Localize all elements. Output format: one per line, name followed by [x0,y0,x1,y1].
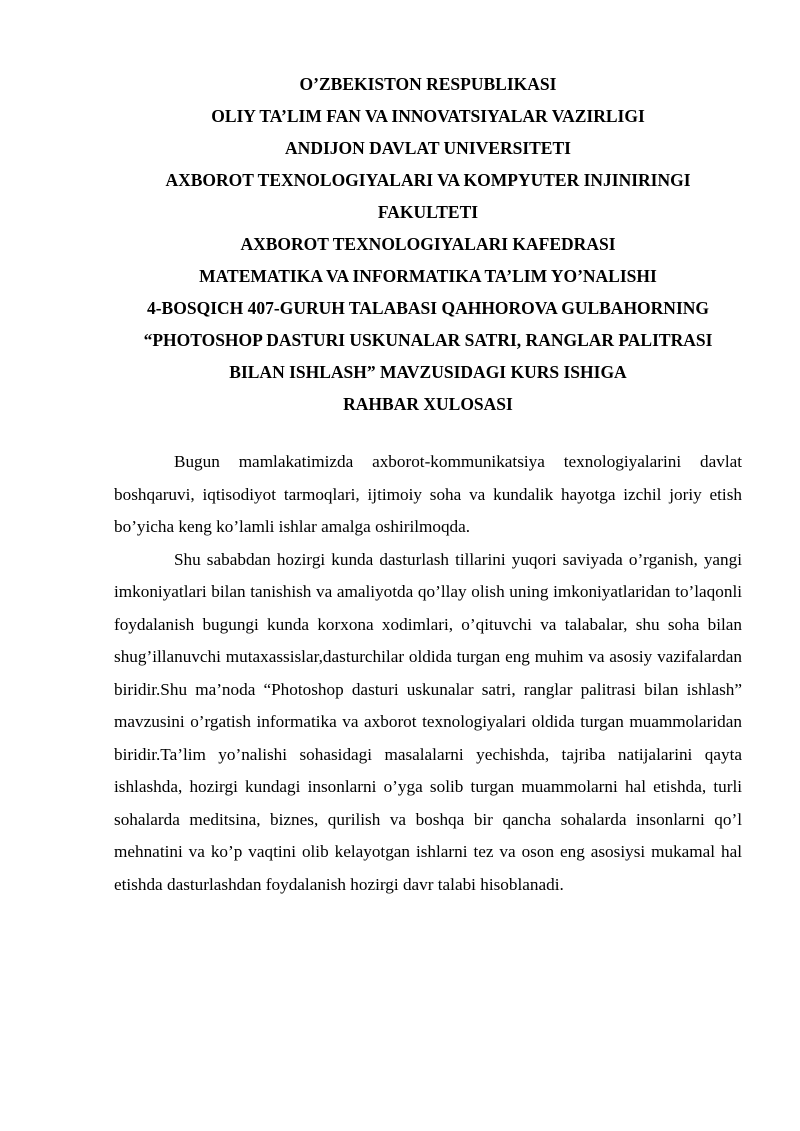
header-line-ministry: OLIY TA’LIM FAN VA INNOVATSIYALAR VAZIRLIGI [211,106,645,126]
document-page [114,68,742,901]
header-line-university: ANDIJON DAVLAT UNIVERSITETI [285,138,571,158]
header-line-document-type: RAHBAR XULOSASI [343,394,513,414]
header-line-topic: “PHOTOSHOP DASTURI USKUNALAR SATRI, RANGLAR PALITRASI [143,330,713,350]
header-line-topic-continued: BILAN ISHLASH” MAVZUSIDAGI KURS ISHIGA [229,362,627,382]
document-body [114,446,742,901]
header-line-department: AXBOROT TEXNOLOGIYALARI KAFEDRASI [240,234,616,254]
header-line-student: 4-BOSQICH 407-GURUH TALABASI QAHHOROVA GULBAHORNING [146,298,710,318]
header-line-faculty-suffix: FAKULTETI [377,202,479,222]
header-line-faculty: AXBOROT TEXNOLOGIYALARI VA KOMPYUTER INJINIRINGI [165,170,691,190]
body-paragraph-main: Shu sababdan hozirgi kunda dasturlash tillarini yuqori saviyada o’rganish, yangi imkoniyatlari bilan tanishish va amaliyotda qo’llay olish uning imkoniyatlaridan to’laqonli foydalanish bugungi kunda korxona xodimlari, o’qituvchi va talabalar, shu soha bilan shug’illanuvchi mutaxassislar,dasturchilar oldida turgan eng muhim va asosiy vazifalardan biridir.Shu ma’noda “Photoshop dasturi uskunalar satri, ranglar palitrasi bilan ishlash” mavzusini o’rgatish informatika va axborot texnologiyalari oldida turgan muammolaridan biridir.Ta’lim yo’nalishi sohasidagi masalalarni yechishda, tajriba natijalarini qayta ishlashda, hozirgi kundagi insonlarni o’yga solib turgan muammolarni hal etishda, turli sohalarda meditsina, biznes, qurilish va boshqa bir qancha sohalarda insonlarni qo’l mehnatini va ko’p vaqtini olib kelayotgan ishlarni tez va oson eng asosiysi mukamal hal etishda dasturlashdan foydalanish hozirgi davr talabi hisoblanadi. [114,549,742,894]
header-line-ministry-country: O’ZBEKISTON RESPUBLIKASI [299,74,557,94]
document-header [114,68,742,420]
body-paragraph-intro: Bugun mamlakatimizda axborot-kommunikatsiya texnologiyalarini davlat boshqaruvi, iqtisodiyot tarmoqlari, ijtimoiy soha va kundalik hayotga izchil joriy etish bo’yicha keng ko’lamli ishlar amalga oshirilmoqda. [114,452,742,536]
header-line-direction: MATEMATIKA VA INFORMATIKA TA’LIM YO’NALISHI [199,266,657,286]
